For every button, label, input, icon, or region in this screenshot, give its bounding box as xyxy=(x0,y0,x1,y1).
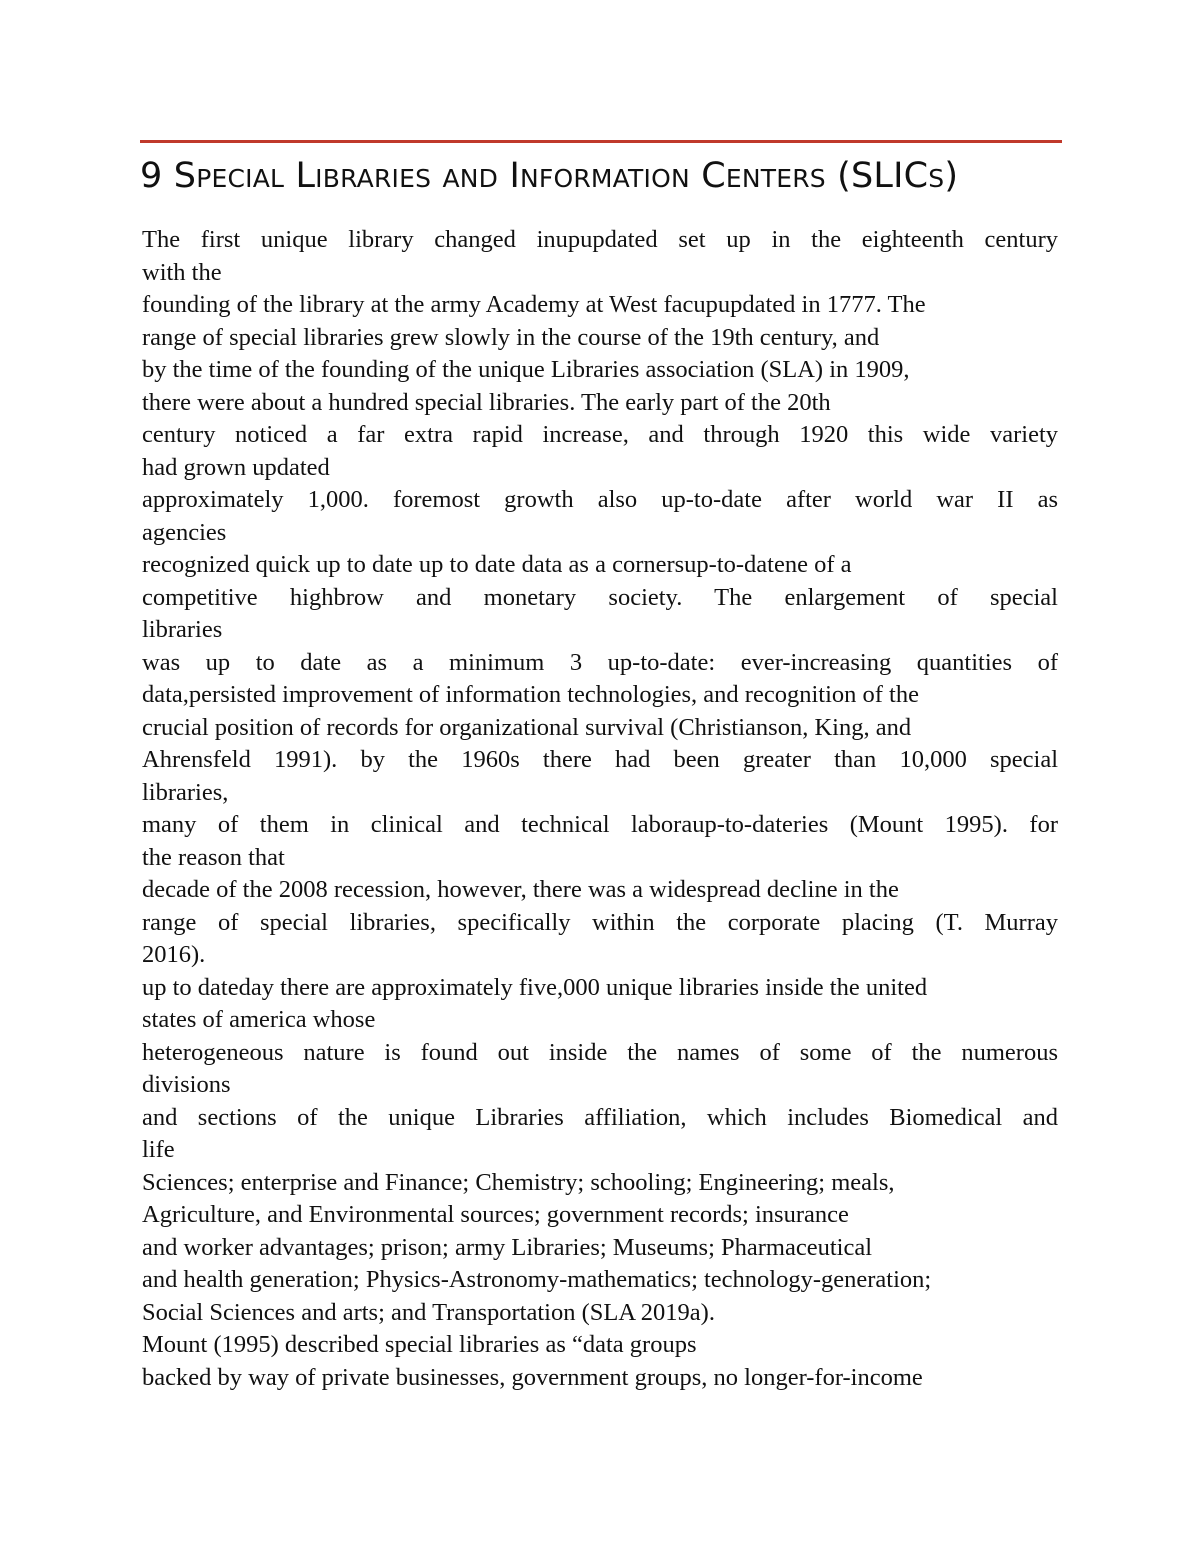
text-line: was up to date as a minimum 3 up-to-date: ever-increasing quantities of xyxy=(142,648,1058,676)
text-line: heterogeneous nature is found out inside the names of some of the numerous xyxy=(142,1038,1058,1066)
text-line: founding of the library at the army Academy at West facupupdated in 1777. The xyxy=(142,291,926,318)
text-line: recognized quick up to date up to date data as a cornersup-to-datene of a xyxy=(142,551,852,578)
section-heading: 9 Special Libraries and Information Centers (SLICs) xyxy=(140,156,959,196)
text-line: by the time of the founding of the unique Libraries association (SLA) in 1909, xyxy=(142,356,910,383)
text-line: range of special libraries, specifically within the corporate placing (T. Murray xyxy=(142,908,1058,936)
text-line: states of america whose xyxy=(142,1006,376,1033)
text-line: with the xyxy=(142,258,222,286)
text-line: crucial position of records for organizational survival (Christianson, King, and xyxy=(142,713,912,741)
text-line: Mount (1995) described special libraries as “data groups xyxy=(142,1331,697,1358)
text-line: and sections of the unique Libraries affiliation, which includes Biomedical and xyxy=(142,1103,1058,1131)
text-line: divisions xyxy=(142,1071,231,1098)
text-line: backed by way of private businesses, government groups, no longer-for-income xyxy=(142,1363,923,1391)
text-line: had grown updated xyxy=(142,453,330,481)
text-line: the reason that xyxy=(142,843,285,871)
text-line: there were about a hundred special libraries. The early part of the 20th xyxy=(142,388,831,416)
text-line: many of them in clinical and technical laboraup-to-dateries (Mount 1995). for xyxy=(142,811,1058,838)
text-line: 2016). xyxy=(142,941,206,968)
text-line: Agriculture, and Environmental sources; government records; insurance xyxy=(142,1201,849,1228)
text-line: decade of the 2008 recession, however, there was a widespread decline in the xyxy=(142,876,899,903)
text-line: approximately 1,000. foremost growth also up-to-date after world war II as xyxy=(142,486,1058,513)
text-line: libraries xyxy=(142,616,223,643)
text-line: Social Sciences and arts; and Transportation (SLA 2019a). xyxy=(142,1298,715,1326)
text-line: and worker advantages; prison; army Libraries; Museums; Pharmaceutical xyxy=(142,1233,873,1261)
text-line: The first unique library changed inupupdated set up in the eighteenth century xyxy=(142,226,1058,253)
text-line: and health generation; Physics-Astronomy-mathematics; technology-generation; xyxy=(142,1266,932,1293)
text-line: Sciences; enterprise and Finance; Chemistry; schooling; Engineering; meals, xyxy=(142,1168,895,1196)
text-line: agencies xyxy=(142,518,227,546)
text-line: libraries, xyxy=(142,778,229,806)
text-line: century noticed a far extra rapid increase, and through 1920 this wide variety xyxy=(142,421,1058,448)
text-line: Ahrensfeld 1991). by the 1960s there had been greater than 10,000 special xyxy=(142,746,1058,773)
text-line: competitive highbrow and monetary society. The enlargement of special xyxy=(142,583,1058,611)
text-line: up to dateday there are approximately five,000 unique libraries inside the united xyxy=(142,973,928,1001)
body-paragraph xyxy=(142,224,1058,1394)
text-line: data,persisted improvement of information technologies, and recognition of the xyxy=(142,681,919,708)
text-line: range of special libraries grew slowly in the course of the 19th century, and xyxy=(142,323,880,351)
text-line: life xyxy=(142,1136,175,1163)
heading-rule xyxy=(140,140,1062,143)
